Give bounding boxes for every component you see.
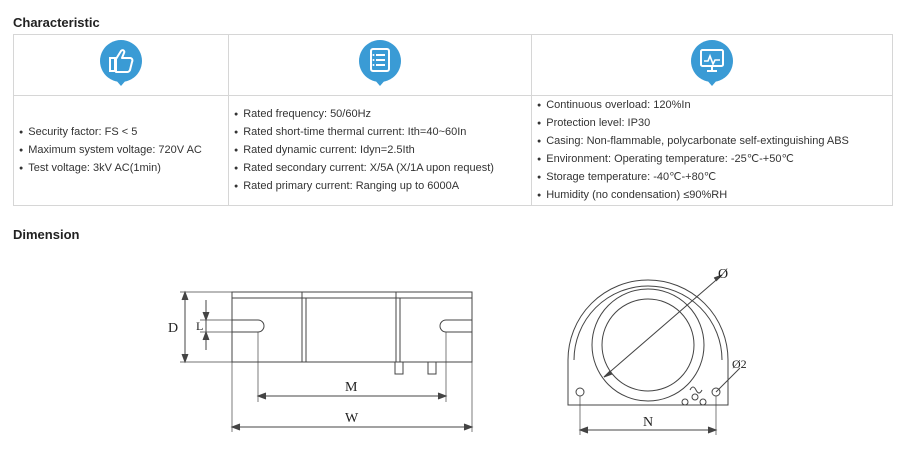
spec-item: ● Rated frequency: 50/60Hz	[234, 106, 531, 124]
spec-item: ● Rated primary current: Ranging up to 6000A	[234, 178, 531, 196]
spec-list-1	[19, 124, 228, 178]
spec-list-3	[537, 97, 892, 205]
thumbs-up-icon	[98, 38, 144, 92]
col1-text-cell	[14, 96, 229, 206]
monitor-chart-icon	[689, 38, 735, 92]
label-d: D	[168, 321, 179, 336]
document-list-icon	[357, 38, 403, 92]
col1-icon-cell	[14, 35, 229, 96]
spec-item: ● Rated secondary current: X/5A (X/1A upon request)	[234, 160, 531, 178]
spec-item: ● Casing: Non-flammable, polycarbonate self-extinguishing ABS	[537, 133, 892, 151]
spec-item: ● Rated short-time thermal current: Ith=40~60In	[234, 124, 531, 142]
spec-item: ● Maximum system voltage: 720V AC	[19, 142, 228, 160]
col3-icon-cell	[532, 35, 893, 96]
top-view-drawing	[540, 240, 780, 440]
label-n: N	[643, 415, 654, 430]
spec-item: ● Security factor: FS < 5	[19, 124, 228, 142]
side-view-drawing	[160, 250, 490, 440]
characteristic-heading: Characteristic	[13, 15, 100, 30]
spec-item: ● Humidity (no condensation) ≤90%RH	[537, 187, 892, 205]
spec-item: ● Test voltage: 3kV AC(1min)	[19, 160, 228, 178]
spec-item: ● Environment: Operating temperature: -25℃-+50℃	[537, 151, 892, 169]
spec-item: ● Rated dynamic current: Idyn=2.5Ith	[234, 142, 531, 160]
label-m: M	[345, 380, 358, 395]
col3-text-cell	[532, 96, 893, 206]
col2-icon-cell	[229, 35, 532, 96]
label-hole-diameter: Ø2	[732, 357, 747, 371]
label-w: W	[345, 411, 359, 426]
characteristic-table	[13, 34, 893, 206]
col2-text-cell	[229, 96, 532, 206]
spec-list-2	[234, 106, 531, 196]
label-diameter: Ø	[718, 267, 729, 282]
spec-item: ● Storage temperature: -40℃-+80℃	[537, 169, 892, 187]
label-l: L	[196, 319, 204, 333]
dimension-heading: Dimension	[13, 227, 80, 242]
spec-item: ● Continuous overload: 120%In	[537, 97, 892, 115]
spec-item: ● Protection level: IP30	[537, 115, 892, 133]
